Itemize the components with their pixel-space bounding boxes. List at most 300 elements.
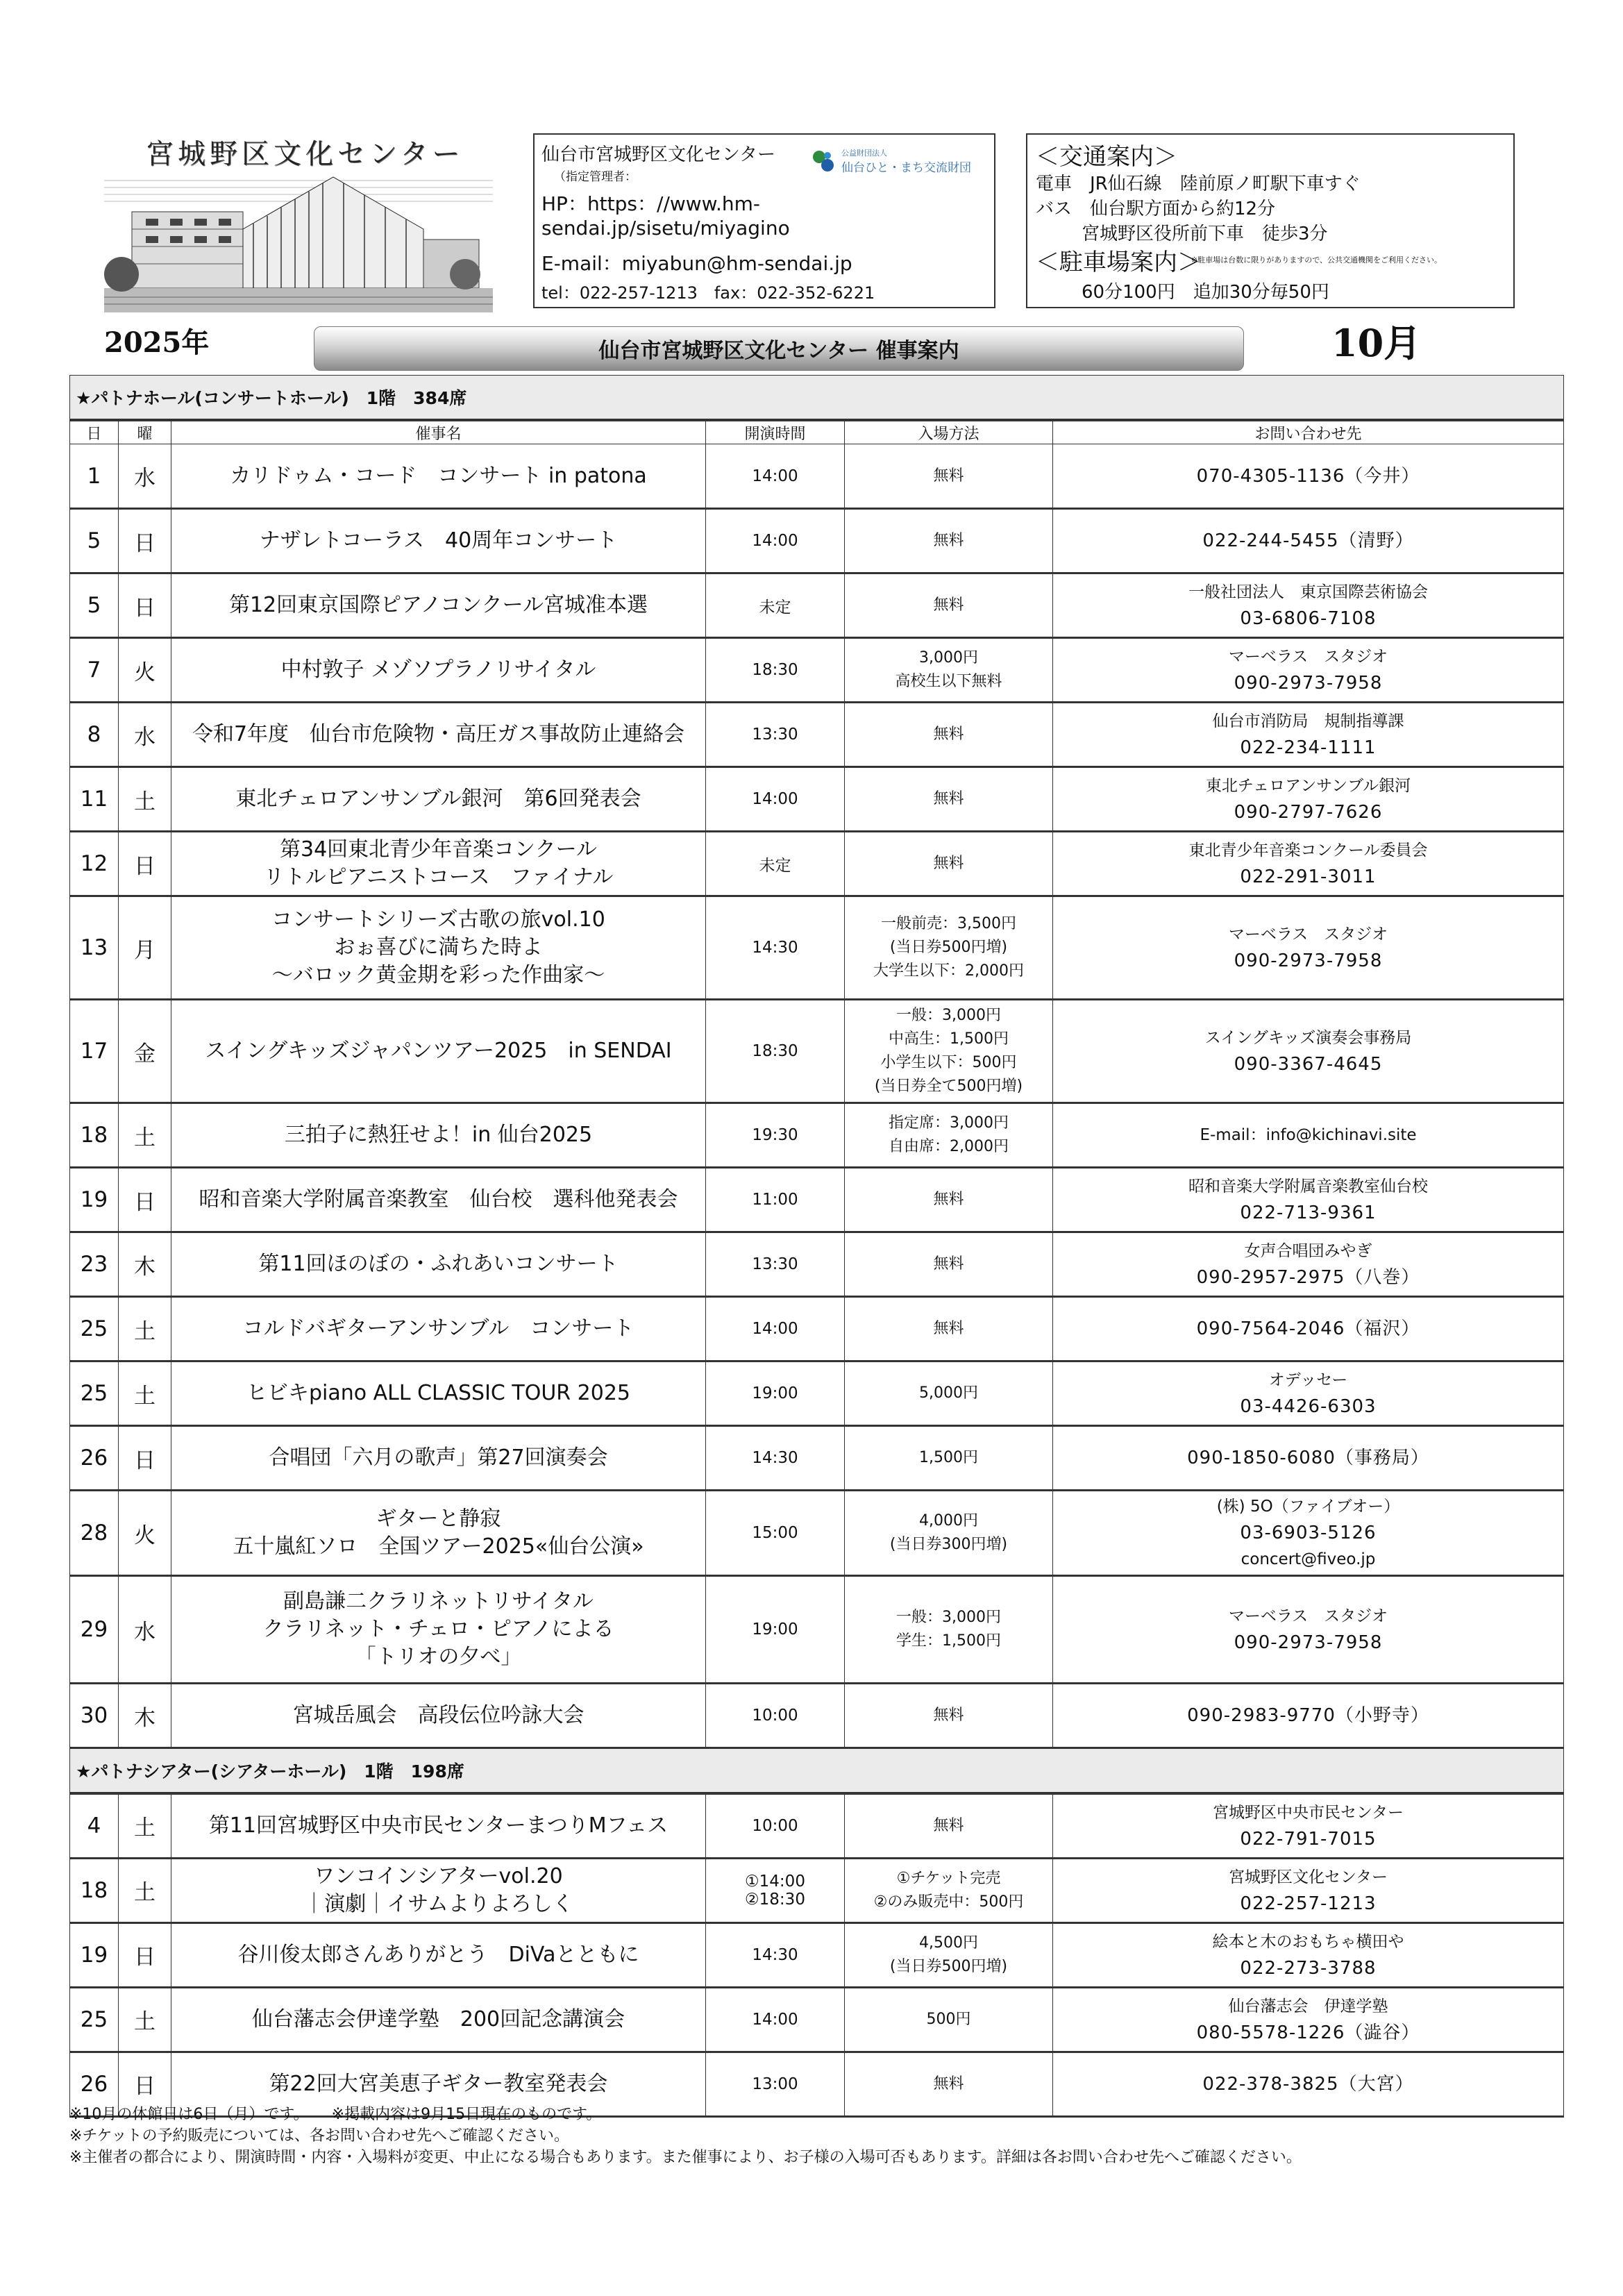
contact-cell-line: 022-234-1111 xyxy=(1240,737,1377,758)
event-name-cell xyxy=(171,1361,706,1426)
parking-title: ＜駐車場案内＞ xyxy=(1036,249,1201,276)
weekday-cell: 水 xyxy=(119,1576,171,1684)
contact-cell-line: 022-791-7015 xyxy=(1240,1828,1377,1850)
table-row xyxy=(70,509,1564,573)
contact-cell xyxy=(1053,638,1564,703)
column-header-row xyxy=(70,420,1564,444)
event-name-cell xyxy=(171,444,706,509)
contact-cell-line: (株) 5O（ファイブオー） xyxy=(1216,1498,1400,1516)
start-time-cell xyxy=(706,1103,845,1168)
contact-cell-line: 090-2973-7958 xyxy=(1234,673,1383,694)
column-header: お問い合わせ先 xyxy=(1053,420,1564,444)
event-name-cell-line: ～バロック黄金期を彩った作曲家～ xyxy=(271,963,605,987)
table-row xyxy=(70,1922,1564,1987)
start-time-cell-line: 14:30 xyxy=(752,1449,798,1467)
notes xyxy=(69,2104,1302,2168)
contact-cell-line: 03-4426-6303 xyxy=(1240,1396,1377,1417)
event-name-cell-line: 中村敦子 メゾソプラノリサイタル xyxy=(280,657,596,682)
admission-cell xyxy=(845,1684,1053,1748)
start-time-cell xyxy=(706,1987,845,2052)
event-name-cell xyxy=(171,767,706,832)
contact-cell xyxy=(1053,767,1564,832)
contact-cell-line: 022-713-9361 xyxy=(1240,1203,1377,1223)
table-row xyxy=(70,1858,1564,1922)
admission-cell-line: 中高生：1,500円 xyxy=(889,1030,1009,1048)
event-name-cell-line: コンサートシリーズ古歌の旅vol.10 xyxy=(271,907,605,932)
weekday-cell: 土 xyxy=(119,1793,171,1858)
table-row xyxy=(70,896,1564,1000)
weekday-cell: 土 xyxy=(119,1858,171,1922)
admission-cell xyxy=(845,703,1053,767)
event-name-cell xyxy=(171,1858,706,1922)
admission-cell-line: 高校生以下無料 xyxy=(895,673,1002,690)
contact-cell-line: 090-2973-7958 xyxy=(1234,950,1383,971)
foundation-name: 仙台ひと・まち交流財団 xyxy=(841,161,971,175)
access-bus-stop: 宮城野区役所前下車 徒歩3分 xyxy=(1082,224,1328,244)
admission-cell xyxy=(845,444,1053,509)
weekday-cell: 土 xyxy=(119,1103,171,1168)
day-cell: 26 xyxy=(70,2052,119,2116)
contact-cell xyxy=(1053,509,1564,573)
admission-cell-line: 無料 xyxy=(933,1707,964,1724)
event-name-cell xyxy=(171,1576,706,1684)
event-name-cell-line: ヒビキpiano ALL CLASSIC TOUR 2025 xyxy=(246,1381,631,1405)
start-time-cell xyxy=(706,832,845,896)
contact-cell-line: 022-378-3825（大宮） xyxy=(1202,2073,1414,2095)
event-schedule-table xyxy=(69,375,1564,2118)
event-name-cell xyxy=(171,1684,706,1748)
day-cell: 29 xyxy=(70,1576,119,1684)
event-name-cell xyxy=(171,1168,706,1232)
weekday-cell: 土 xyxy=(119,1361,171,1426)
event-name-cell-line: ギターと静寂 xyxy=(376,1507,501,1531)
start-time-cell-line: 13:00 xyxy=(752,2075,798,2093)
table-row xyxy=(70,444,1564,509)
event-name-cell xyxy=(171,1987,706,2052)
admission-cell xyxy=(845,1232,1053,1297)
event-name-cell xyxy=(171,832,706,896)
contact-cell xyxy=(1053,1232,1564,1297)
admission-cell-line: 無料 xyxy=(933,855,964,872)
start-time-cell-line: 14:30 xyxy=(752,1945,798,1964)
event-name-cell-line: 五十嵐紅ソロ 全国ツアー2025«仙台公演» xyxy=(233,1534,644,1559)
contact-cell xyxy=(1053,1361,1564,1426)
start-time-cell xyxy=(706,896,845,1000)
event-name-cell-line: ｜演劇｜イサムよりよろしく xyxy=(303,1891,573,1916)
day-cell: 19 xyxy=(70,1922,119,1987)
start-time-cell-line: 14:00 xyxy=(752,532,798,550)
admission-cell-line: (当日券500円増) xyxy=(889,1957,1008,1975)
day-cell: 4 xyxy=(70,1793,119,1858)
admission-cell-line: 自由席：2,000円 xyxy=(889,1138,1009,1155)
contact-cell xyxy=(1053,1426,1564,1491)
admission-cell xyxy=(845,1922,1053,1987)
admission-cell xyxy=(845,1858,1053,1922)
contact-cell-line: 090-1850-6080（事務局） xyxy=(1187,1448,1429,1468)
start-time-cell-line: ①14:00 xyxy=(745,1872,805,1891)
start-time-cell-line: 13:30 xyxy=(752,726,798,744)
event-name-cell-line: クラリネット・チェロ・ピアノによる xyxy=(262,1617,614,1641)
access-train: 電車 JR仙石線 陸前原ノ町駅下車すぐ xyxy=(1036,174,1361,194)
weekday-cell: 火 xyxy=(119,1491,171,1576)
day-cell: 25 xyxy=(70,1987,119,2052)
contact-cell xyxy=(1053,573,1564,638)
start-time-cell-line: 14:00 xyxy=(752,2010,798,2029)
contact-cell-line: 090-2983-9770（小野寺） xyxy=(1187,1705,1429,1726)
weekday-cell: 土 xyxy=(119,767,171,832)
contact-cell-line: マーベラス スタジオ xyxy=(1228,925,1388,944)
event-name-cell-line: 谷川俊太郎さんありがとう DiVaとともに xyxy=(237,1942,639,1967)
start-time-cell xyxy=(706,1361,845,1426)
email-line: E-mail：miyabun@hm-sendai.jp xyxy=(541,252,852,275)
event-name-cell-line: スイングキッズジャパンツアー2025 in SENDAI xyxy=(205,1039,672,1063)
event-name-cell xyxy=(171,896,706,1000)
start-time-cell-line: 未定 xyxy=(759,598,791,617)
weekday-cell: 木 xyxy=(119,1232,171,1297)
contact-cell-line: 022-291-3011 xyxy=(1240,866,1377,887)
day-cell: 19 xyxy=(70,1168,119,1232)
contact-cell xyxy=(1053,1000,1564,1103)
admission-cell-line: ②のみ販売中：500円 xyxy=(873,1893,1024,1911)
admission-cell-line: 一般：3,000円 xyxy=(896,1609,1001,1626)
admission-cell-line: 無料 xyxy=(933,2075,964,2093)
section-header xyxy=(70,1748,1564,1794)
access-info-box xyxy=(1026,133,1515,308)
weekday-cell: 日 xyxy=(119,573,171,638)
contact-cell xyxy=(1053,896,1564,1000)
admission-cell-line: 学生：1,500円 xyxy=(896,1632,1001,1650)
foundation-small-label: 公益財団法人 xyxy=(841,149,887,158)
table-row xyxy=(70,1987,1564,2052)
section-header xyxy=(70,376,1564,421)
contact-cell xyxy=(1053,703,1564,767)
admission-cell-line: 無料 xyxy=(933,726,964,743)
start-time-cell-line: 未定 xyxy=(759,856,791,875)
tel-fax-line: tel：022-257-1213 fax：022-352-6221 xyxy=(541,283,875,303)
weekday-cell: 日 xyxy=(119,1168,171,1232)
event-name-cell-line: 第22回大宮美恵子ギター教室発表会 xyxy=(269,2071,608,2096)
weekday-cell: 水 xyxy=(119,444,171,509)
day-cell: 25 xyxy=(70,1361,119,1426)
start-time-cell xyxy=(706,1297,845,1361)
start-time-cell-line: 14:00 xyxy=(752,1320,798,1338)
admission-cell-line: 無料 xyxy=(933,1320,964,1337)
start-time-cell xyxy=(706,1491,845,1576)
hp-line-2: sendai.jp/sisetu/miyagino xyxy=(541,217,790,240)
admission-cell-line: (当日券300円増) xyxy=(889,1536,1008,1553)
event-name-cell xyxy=(171,573,706,638)
table-row xyxy=(70,1297,1564,1361)
event-name-cell xyxy=(171,1922,706,1987)
start-time-cell xyxy=(706,1168,845,1232)
start-time-cell-line: 19:30 xyxy=(752,1126,798,1144)
event-name-cell-line: 「トリオの夕べ」 xyxy=(355,1645,522,1669)
contact-cell-line: 090-2973-7958 xyxy=(1234,1632,1383,1653)
contact-cell-line: 090-7564-2046（福沢） xyxy=(1196,1318,1420,1339)
weekday-cell: 日 xyxy=(119,832,171,896)
contact-cell-line: 宮城野区文化センター xyxy=(1228,1868,1388,1886)
table-row xyxy=(70,832,1564,896)
weekday-cell: 木 xyxy=(119,1684,171,1748)
table-row xyxy=(70,1000,1564,1103)
org-name: 仙台市宮城野区文化センター xyxy=(541,144,775,165)
day-cell: 18 xyxy=(70,1103,119,1168)
admission-cell-line: (当日券全て500円増) xyxy=(874,1078,1023,1095)
event-name-cell-line: 東北チェロアンサンブル銀河 第6回発表会 xyxy=(235,787,641,811)
event-name-cell-line: 仙台藩志会伊達学塾 200回記念講演会 xyxy=(251,2006,625,2031)
admission-cell-line: 3,000円 xyxy=(919,649,978,667)
weekday-cell: 金 xyxy=(119,1000,171,1103)
event-name-cell-line: 第34回東北青少年音楽コンクール xyxy=(280,837,597,862)
contact-cell-line: 宮城野区中央市民センター xyxy=(1212,1803,1404,1822)
weekday-cell: 日 xyxy=(119,509,171,573)
contact-cell-line: マーベラス スタジオ xyxy=(1228,1607,1388,1625)
admission-cell-line: 無料 xyxy=(933,1255,964,1273)
weekday-cell: 土 xyxy=(119,1297,171,1361)
contact-cell-line: 090-2957-2975（八巻） xyxy=(1196,1267,1420,1288)
note-2: ※チケットの予約販売については、各お問い合わせ先へご確認ください。 xyxy=(69,2127,570,2145)
section-title: ★パトナホール(コンサートホール) 1階 384席 xyxy=(70,376,1564,421)
admission-cell-line: 4,500円 xyxy=(919,1934,978,1952)
contact-cell-line: 03-6903-5126 xyxy=(1240,1523,1377,1543)
admission-cell-line: 無料 xyxy=(933,467,964,485)
contact-cell-line: 仙台藩志会 伊達学塾 xyxy=(1228,1997,1388,2016)
logo-title: 宮城野区文化センター xyxy=(146,138,464,170)
admission-cell xyxy=(845,1361,1053,1426)
table-row xyxy=(70,767,1564,832)
day-cell: 23 xyxy=(70,1232,119,1297)
day-cell: 7 xyxy=(70,638,119,703)
event-name-cell xyxy=(171,1000,706,1103)
admission-cell xyxy=(845,509,1053,573)
column-header: 開演時間 xyxy=(706,420,845,444)
day-cell: 17 xyxy=(70,1000,119,1103)
start-time-cell xyxy=(706,1232,845,1297)
admission-cell xyxy=(845,573,1053,638)
weekday-cell: 火 xyxy=(119,638,171,703)
contact-cell-line: 昭和音楽大学附属音楽教室仙台校 xyxy=(1188,1178,1428,1196)
start-time-cell xyxy=(706,638,845,703)
day-cell: 8 xyxy=(70,703,119,767)
day-cell: 1 xyxy=(70,444,119,509)
start-time-cell-line: 11:00 xyxy=(752,1191,798,1209)
admission-cell xyxy=(845,1793,1053,1858)
admission-cell xyxy=(845,1103,1053,1168)
foundation-logo xyxy=(809,147,969,175)
note-1: ※10月の休館日は6日（月）です。 ※掲載内容は9月15日現在のものです。 xyxy=(69,2106,602,2123)
event-name-cell-line: 第11回ほのぼの・ふれあいコンサート xyxy=(258,1252,619,1276)
start-time-cell xyxy=(706,1576,845,1684)
admission-cell xyxy=(845,1426,1053,1491)
banner-title: 仙台市宮城野区文化センター 催事案内 xyxy=(598,339,959,363)
admission-cell xyxy=(845,1168,1053,1232)
start-time-cell-line: 10:00 xyxy=(752,1816,798,1835)
admission-cell xyxy=(845,638,1053,703)
event-name-cell xyxy=(171,1297,706,1361)
table-row xyxy=(70,703,1564,767)
admission-cell-line: 無料 xyxy=(933,596,964,614)
start-time-cell xyxy=(706,1426,845,1491)
weekday-cell: 日 xyxy=(119,1426,171,1491)
month-label: 10月 xyxy=(1331,321,1422,365)
manager-label: （指定管理者： xyxy=(554,170,637,184)
start-time-cell xyxy=(706,1793,845,1858)
contact-cell xyxy=(1053,1103,1564,1168)
start-time-cell-line: 15:00 xyxy=(752,1524,798,1542)
admission-cell xyxy=(845,767,1053,832)
admission-cell xyxy=(845,832,1053,896)
contact-cell-line: 東北青少年音楽コンクール委員会 xyxy=(1188,841,1428,860)
event-name-cell xyxy=(171,1491,706,1576)
contact-cell xyxy=(1053,1168,1564,1232)
table-row xyxy=(70,1684,1564,1748)
start-time-cell-line: 19:00 xyxy=(752,1384,798,1402)
admission-cell-line: 無料 xyxy=(933,1191,964,1208)
day-cell: 13 xyxy=(70,896,119,1000)
facility-info-box xyxy=(533,133,995,308)
start-time-cell xyxy=(706,767,845,832)
access-bus: バス 仙台駅方面から約12分 xyxy=(1036,199,1276,219)
event-name-cell-line: ワンコインシアターvol.20 xyxy=(314,1863,563,1888)
contact-cell-line: 022-244-5455（清野） xyxy=(1202,530,1414,551)
event-name-cell xyxy=(171,1793,706,1858)
title-banner xyxy=(314,326,1244,371)
day-cell: 30 xyxy=(70,1684,119,1748)
admission-cell-line: 500円 xyxy=(926,2010,971,2028)
day-cell: 26 xyxy=(70,1426,119,1491)
admission-cell-line: 5,000円 xyxy=(919,1384,978,1402)
contact-cell-line: 080-5578-1226（澁谷） xyxy=(1196,2022,1420,2043)
event-name-cell xyxy=(171,703,706,767)
start-time-cell xyxy=(706,1858,845,1922)
column-header: 入場方法 xyxy=(845,420,1053,444)
event-name-cell xyxy=(171,1232,706,1297)
event-name-cell-line: リトルピアニストコース ファイナル xyxy=(263,865,614,889)
table-row xyxy=(70,1491,1564,1576)
weekday-cell: 土 xyxy=(119,1987,171,2052)
admission-cell-line: ①チケット完売 xyxy=(896,1869,1001,1887)
admission-cell xyxy=(845,896,1053,1000)
admission-cell-line: 4,000円 xyxy=(919,1512,978,1530)
start-time-cell xyxy=(706,1922,845,1987)
start-time-cell-line: 18:30 xyxy=(752,1042,798,1060)
day-cell: 5 xyxy=(70,509,119,573)
start-time-cell-line: 18:30 xyxy=(752,661,798,679)
start-time-cell xyxy=(706,573,845,638)
admission-cell-line: 無料 xyxy=(933,1816,964,1834)
event-name-cell-line: ナザレトコーラス 40周年コンサート xyxy=(259,528,618,553)
contact-cell-line: 女声合唱団みやぎ xyxy=(1244,1242,1372,1260)
table-row xyxy=(70,1576,1564,1684)
contact-cell-line: 022-257-1213 xyxy=(1240,1893,1377,1914)
admission-cell-line: 一般：3,000円 xyxy=(896,1007,1001,1024)
contact-cell-line: concert@fiveo.jp xyxy=(1241,1550,1376,1568)
event-name-cell xyxy=(171,1103,706,1168)
admission-cell-line: 小学生以下：500円 xyxy=(880,1054,1017,1071)
contact-cell xyxy=(1053,1922,1564,1987)
start-time-cell-line: 10:00 xyxy=(752,1707,798,1725)
table-row xyxy=(70,1103,1564,1168)
contact-cell-line: 090-2797-7626 xyxy=(1234,802,1383,823)
contact-cell-line: 一般社団法人 東京国際芸術協会 xyxy=(1188,583,1428,601)
day-cell: 28 xyxy=(70,1491,119,1576)
event-name-cell-line: 合唱団「六月の歌声」第27回演奏会 xyxy=(269,1446,608,1470)
contact-cell-line: マーベラス スタジオ xyxy=(1228,648,1388,666)
start-time-cell-line: 13:30 xyxy=(752,1255,798,1273)
event-name-cell-line: 宮城岳風会 高段伝位吟詠大会 xyxy=(292,1703,585,1727)
event-name-cell-line: おぉ喜びに満ちた時よ xyxy=(334,935,543,960)
section-title: ★パトナシアター(シアターホール) 1階 198席 xyxy=(70,1748,1564,1794)
hp-line-1: HP：https：//www.hm- xyxy=(541,192,761,215)
start-time-cell-line: 14:30 xyxy=(752,939,798,957)
weekday-cell: 日 xyxy=(119,2052,171,2116)
table-row xyxy=(70,1793,1564,1858)
admission-cell xyxy=(845,1576,1053,1684)
year-label: 2025年 xyxy=(104,326,210,359)
column-header: 催事名 xyxy=(171,420,706,444)
contact-cell xyxy=(1053,1793,1564,1858)
contact-cell xyxy=(1053,444,1564,509)
start-time-cell-line: 14:00 xyxy=(752,467,798,485)
event-name-cell-line: カリドゥム・コード コンサート in patona xyxy=(230,463,647,488)
admission-cell xyxy=(845,1297,1053,1361)
admission-cell-line: 無料 xyxy=(933,790,964,807)
start-time-cell xyxy=(706,1684,845,1748)
event-name-cell xyxy=(171,638,706,703)
contact-cell xyxy=(1053,1297,1564,1361)
admission-cell-line: 1,500円 xyxy=(919,1449,978,1466)
table-row xyxy=(70,1168,1564,1232)
contact-cell xyxy=(1053,832,1564,896)
contact-cell-line: 022-273-3788 xyxy=(1240,1957,1377,1979)
parking-note: ※駐車場は台数に限りがありますので、公共交通機関をご利用ください。 xyxy=(1191,255,1442,265)
column-header: 曜 xyxy=(119,420,171,444)
contact-cell xyxy=(1053,1858,1564,1922)
column-header: 日 xyxy=(70,420,119,444)
admission-cell-line: 大学生以下：2,000円 xyxy=(873,962,1024,980)
table-row xyxy=(70,1232,1564,1297)
event-name-cell-line: 第11回宮城野区中央市民センターまつりMフェス xyxy=(208,1813,668,1838)
start-time-cell-line: 14:00 xyxy=(752,790,798,808)
contact-cell-line: E-mail：info@kichinavi.site xyxy=(1200,1126,1417,1144)
start-time-cell xyxy=(706,703,845,767)
contact-cell-line: 090-3367-4645 xyxy=(1234,1054,1383,1075)
admission-cell-line: 一般前売：3,500円 xyxy=(881,915,1016,932)
table-row xyxy=(70,573,1564,638)
event-name-cell xyxy=(171,509,706,573)
center-building-logo xyxy=(104,125,493,312)
admission-cell-line: 無料 xyxy=(933,532,964,549)
table-row xyxy=(70,1426,1564,1491)
admission-cell-line: (当日券500円増) xyxy=(889,939,1008,956)
contact-cell xyxy=(1053,1491,1564,1576)
parking-fee: 60分100円 追加30分毎50円 xyxy=(1082,282,1329,303)
weekday-cell: 水 xyxy=(119,703,171,767)
contact-cell xyxy=(1053,1987,1564,2052)
day-cell: 5 xyxy=(70,573,119,638)
note-3: ※主催者の都合により、開演時間・内容・入場料が変更、中止になる場合もあります。また催事により、お子様の入場可否もあります。詳細は各お問い合わせ先へご確認ください。 xyxy=(69,2149,1302,2166)
start-time-cell xyxy=(706,444,845,509)
contact-cell-line: オデッセー xyxy=(1268,1371,1348,1389)
contact-cell xyxy=(1053,1684,1564,1748)
contact-cell xyxy=(1053,1576,1564,1684)
day-cell: 25 xyxy=(70,1297,119,1361)
day-cell: 11 xyxy=(70,767,119,832)
start-time-cell xyxy=(706,509,845,573)
admission-cell xyxy=(845,1987,1053,2052)
event-name-cell-line: 三拍子に熱狂せよ！in 仙台2025 xyxy=(284,1123,593,1147)
event-name-cell-line: 第12回東京国際ピアノコンクール宮城准本選 xyxy=(228,593,648,617)
